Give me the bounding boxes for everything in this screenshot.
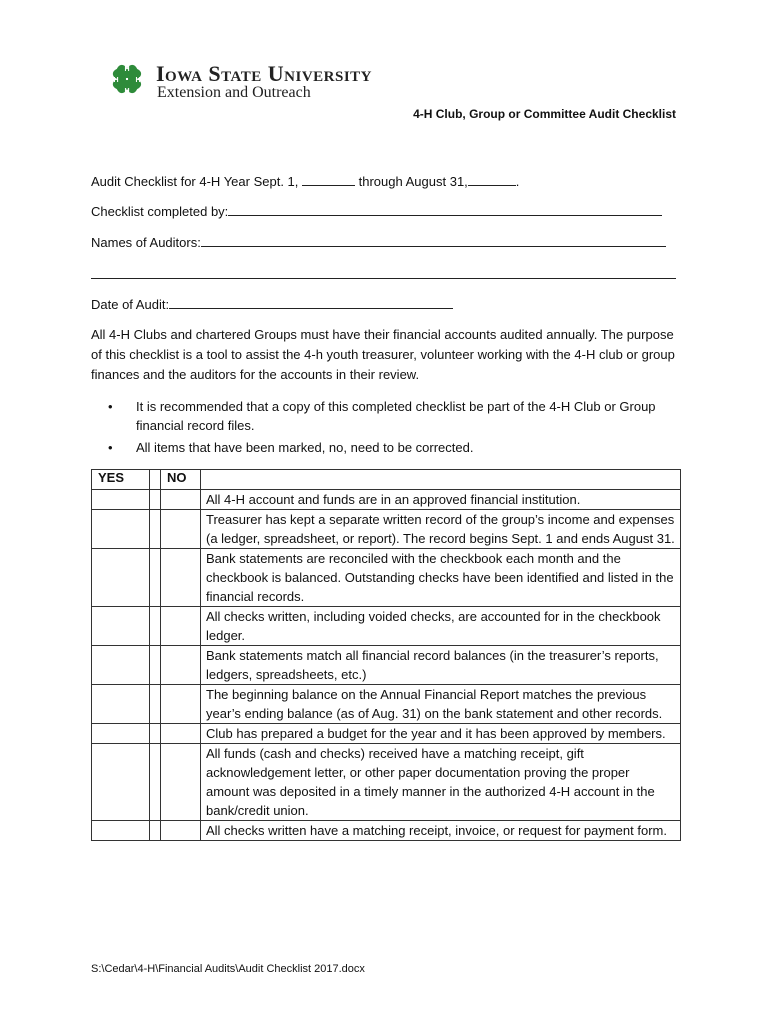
no-column-header: NO — [161, 470, 201, 490]
yes-column-header: YES — [92, 470, 150, 490]
spacer-cell — [150, 724, 161, 744]
checklist-item-text: Treasurer has kept a separate written record of the group’s income and expenses (a ledger, spreadsheet, or report). The record begins Sept. 1 and ends August 31. — [201, 510, 681, 549]
4h-clover-icon — [108, 60, 146, 100]
no-checkbox-cell[interactable] — [161, 724, 201, 744]
document-title: 4-H Club, Group or Committee Audit Checklist — [413, 107, 676, 121]
audit-checklist-table — [91, 469, 681, 841]
yes-checkbox-cell[interactable] — [92, 724, 150, 744]
yes-checkbox-cell[interactable] — [92, 821, 150, 841]
no-checkbox-cell[interactable] — [161, 744, 201, 821]
audit-date-label: Date of Audit: — [91, 297, 170, 312]
no-checkbox-cell[interactable] — [161, 549, 201, 607]
checklist-item-text: All checks written have a matching receipt, invoice, or request for payment form. — [201, 821, 681, 841]
spacer-cell — [150, 646, 161, 685]
checklist-item-text: All checks written, including voided checks, are accounted for in the checkbook ledger. — [201, 607, 681, 646]
no-checkbox-cell[interactable] — [161, 821, 201, 841]
yes-checkbox-cell[interactable] — [92, 510, 150, 549]
yes-checkbox-cell[interactable] — [92, 744, 150, 821]
checklist-item-text: All funds (cash and checks) received have a matching receipt, gift acknowledgement letter, or other paper documentation proving the proper amount was deposited in a timely manner in the authorized 4-H account in the bank/credit union. — [201, 744, 681, 821]
list-item: • It is recommended that a copy of this completed checklist be part of the 4-H Club or Group financial record files. — [108, 397, 678, 435]
table-row — [92, 724, 681, 744]
table-row — [92, 549, 681, 607]
spacer-cell — [150, 685, 161, 724]
spacer-cell — [150, 607, 161, 646]
no-checkbox-cell[interactable] — [161, 490, 201, 510]
spacer-cell — [150, 549, 161, 607]
yes-checkbox-cell[interactable] — [92, 607, 150, 646]
audit-year-period: . — [515, 174, 520, 189]
table-row — [92, 744, 681, 821]
audit-date-field — [91, 296, 453, 312]
checklist-item-text: Bank statements are reconciled with the checkbook each month and the checkbook is balanced. Outstanding checks have been identified and listed in the financial records. — [201, 549, 681, 607]
list-item: • All items that have been marked, no, need to be corrected. — [108, 438, 678, 457]
table-header-row — [92, 470, 681, 490]
spacer-cell — [150, 490, 161, 510]
svg-text:H: H — [124, 88, 130, 95]
table-row — [92, 607, 681, 646]
table-row — [92, 685, 681, 724]
svg-text:H: H — [135, 77, 141, 84]
org-subtitle: Extension and Outreach — [157, 84, 311, 101]
audit-date-blank[interactable] — [169, 296, 453, 309]
spacer-cell — [150, 744, 161, 821]
audit-year-field — [91, 173, 519, 189]
yes-checkbox-cell[interactable] — [92, 685, 150, 724]
item-column-header — [201, 470, 681, 490]
file-path-footer: S:\Cedar\4-H\Financial Audits\Audit Checklist 2017.docx — [91, 963, 365, 975]
table-row — [92, 646, 681, 685]
table-row — [92, 510, 681, 549]
no-checkbox-cell[interactable] — [161, 510, 201, 549]
table-row — [92, 490, 681, 510]
instruction-list — [108, 397, 678, 460]
completed-by-label: Checklist completed by: — [91, 204, 229, 219]
no-checkbox-cell[interactable] — [161, 646, 201, 685]
spacer-cell — [150, 510, 161, 549]
svg-text:H: H — [124, 66, 130, 73]
yes-checkbox-cell[interactable] — [92, 646, 150, 685]
spacer-cell — [150, 821, 161, 841]
checklist-item-text: All 4-H account and funds are in an approved financial institution. — [201, 490, 681, 510]
completed-by-field — [91, 203, 662, 219]
start-year-blank[interactable] — [302, 173, 355, 186]
no-checkbox-cell[interactable] — [161, 685, 201, 724]
org-name: Iowa State University — [156, 61, 372, 86]
no-checkbox-cell[interactable] — [161, 607, 201, 646]
auditors-continuation-blank[interactable] — [91, 278, 676, 279]
completed-by-blank[interactable] — [228, 203, 662, 216]
isu-extension-logo — [108, 60, 408, 104]
auditors-blank[interactable] — [201, 234, 666, 247]
svg-text:H: H — [113, 77, 119, 84]
yes-checkbox-cell[interactable] — [92, 549, 150, 607]
audit-year-through: through August 31, — [358, 174, 468, 189]
checklist-item-text: Club has prepared a budget for the year and it has been approved by members. — [201, 724, 681, 744]
checklist-item-text: Bank statements match all financial record balances (in the treasurer’s reports, ledgers, spreadsheets, etc.) — [201, 646, 681, 685]
end-year-blank[interactable] — [468, 173, 516, 186]
checklist-item-text: The beginning balance on the Annual Financial Report matches the previous year’s ending balance (as of Aug. 31) on the bank statement and other records. — [201, 685, 681, 724]
auditors-field — [91, 234, 666, 250]
yes-checkbox-cell[interactable] — [92, 490, 150, 510]
table-row — [92, 821, 681, 841]
spacer-column-header — [150, 470, 161, 490]
auditors-label: Names of Auditors: — [91, 235, 201, 250]
audit-year-label: Audit Checklist for 4-H Year Sept. 1, — [91, 174, 299, 189]
intro-paragraph: All 4-H Clubs and chartered Groups must have their financial accounts audited annually. The purpose of this checklist is a tool to assist the 4-h youth treasurer, volunteer working with the 4-H club or group finances and the auditors for the accounts in their review. — [91, 327, 675, 382]
